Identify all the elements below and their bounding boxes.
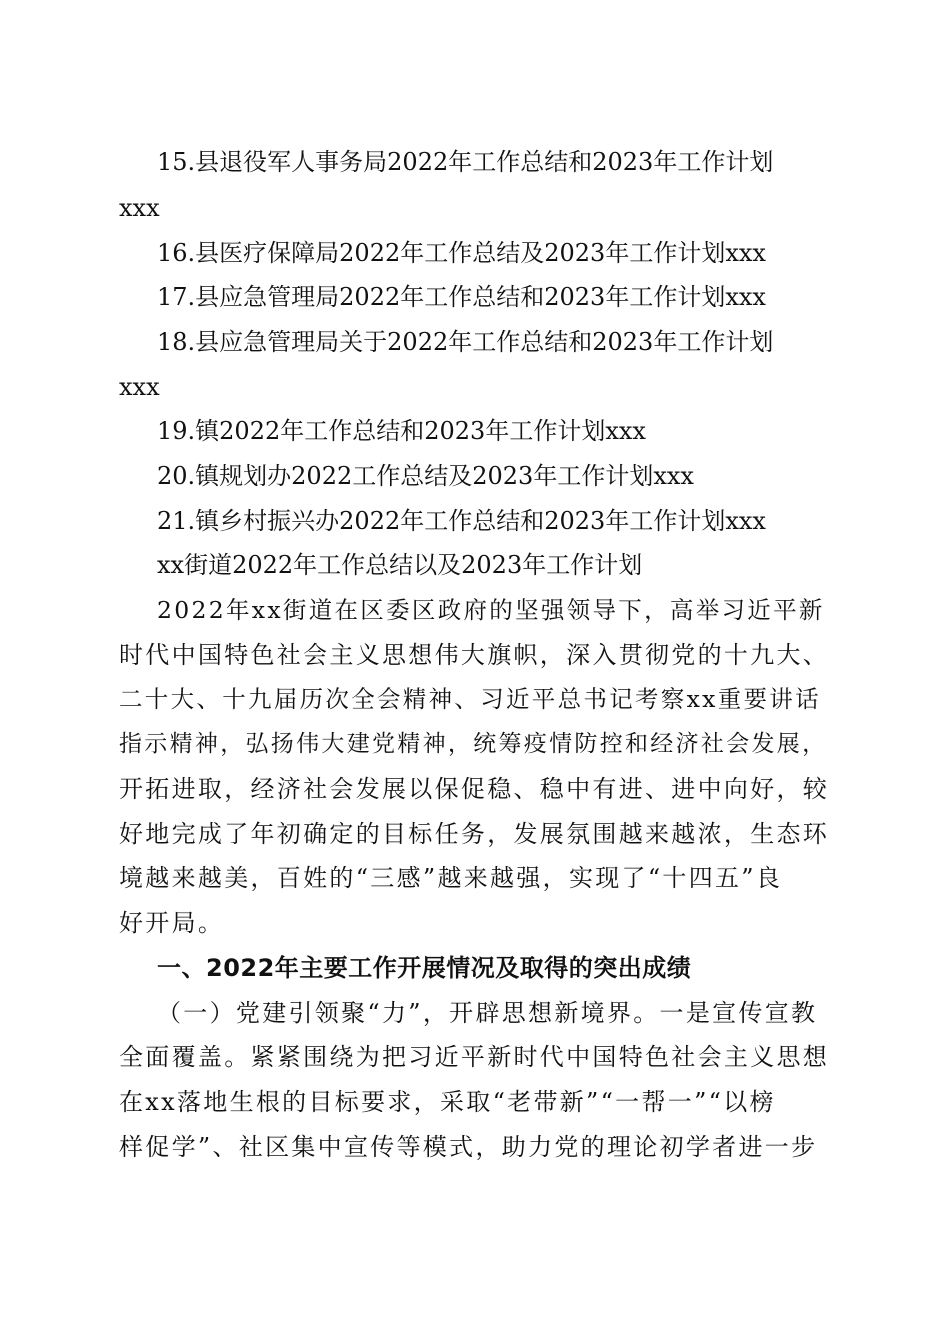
list-item-15: 15.县退役军人事务局2022年工作总结和2023年工作计划 [157,148,774,176]
list-item-19: 19.镇2022年工作总结和2023年工作计划xxx [157,417,646,445]
list-item-16: 16.县医疗保障局2022年工作总结及2023年工作计划xxx [157,239,766,267]
intro-line: 开拓进取，经济社会发展以保促稳、稳中有进、进中向好，较 [119,775,830,803]
list-item-15-author: xxx [119,194,160,222]
intro-line: 好开局。 [119,909,225,937]
list-item-20: 20.镇规划办2022工作总结及2023年工作计划xxx [157,462,694,490]
intro-line: 二十大、十九届历次全会精神、习近平总书记考察xx重要讲话 [119,685,821,713]
list-item-18-author: xxx [119,373,160,401]
section-line: 样促学”、社区集中宣传等模式，助力党的理论初学者进一步 [119,1133,818,1161]
intro-line: 境越来越美，百姓的“三感”越来越强，实现了“十四五”良 [119,864,783,892]
article-title: xx街道2022年工作总结以及2023年工作计划 [157,551,643,579]
list-item-18: 18.县应急管理局关于2022年工作总结和2023年工作计划 [157,328,774,356]
section-line: 全面覆盖。紧紧围绕为把习近平新时代中国特色社会主义思想 [119,1043,830,1071]
section-line: 在xx落地生根的目标要求，采取“老带新”“一帮一”“以榜 [119,1088,776,1116]
intro-line: 指示精神，弘扬伟大建党精神，统筹疫情防控和经济社会发展， [119,731,828,757]
section-line: （一）党建引领聚“力”，开辟思想新境界。一是宣传宣教 [157,999,818,1027]
intro-line: 时代中国特色社会主义思想伟大旗帜，深入贯彻党的十九大、 [119,641,830,669]
list-item-17: 17.县应急管理局2022年工作总结和2023年工作计划xxx [157,283,766,311]
intro-line: 好地完成了年初确定的目标任务，发展氛围越来越浓，生态环 [119,820,830,848]
intro-line: 2022年xx街道在区委区政府的坚强领导下，高举习近平新 [157,596,825,624]
section-heading: 一、2022年主要工作开展情况及取得的突出成绩 [157,954,692,982]
list-item-21: 21.镇乡村振兴办2022年工作总结和2023年工作计划xxx [157,507,766,535]
